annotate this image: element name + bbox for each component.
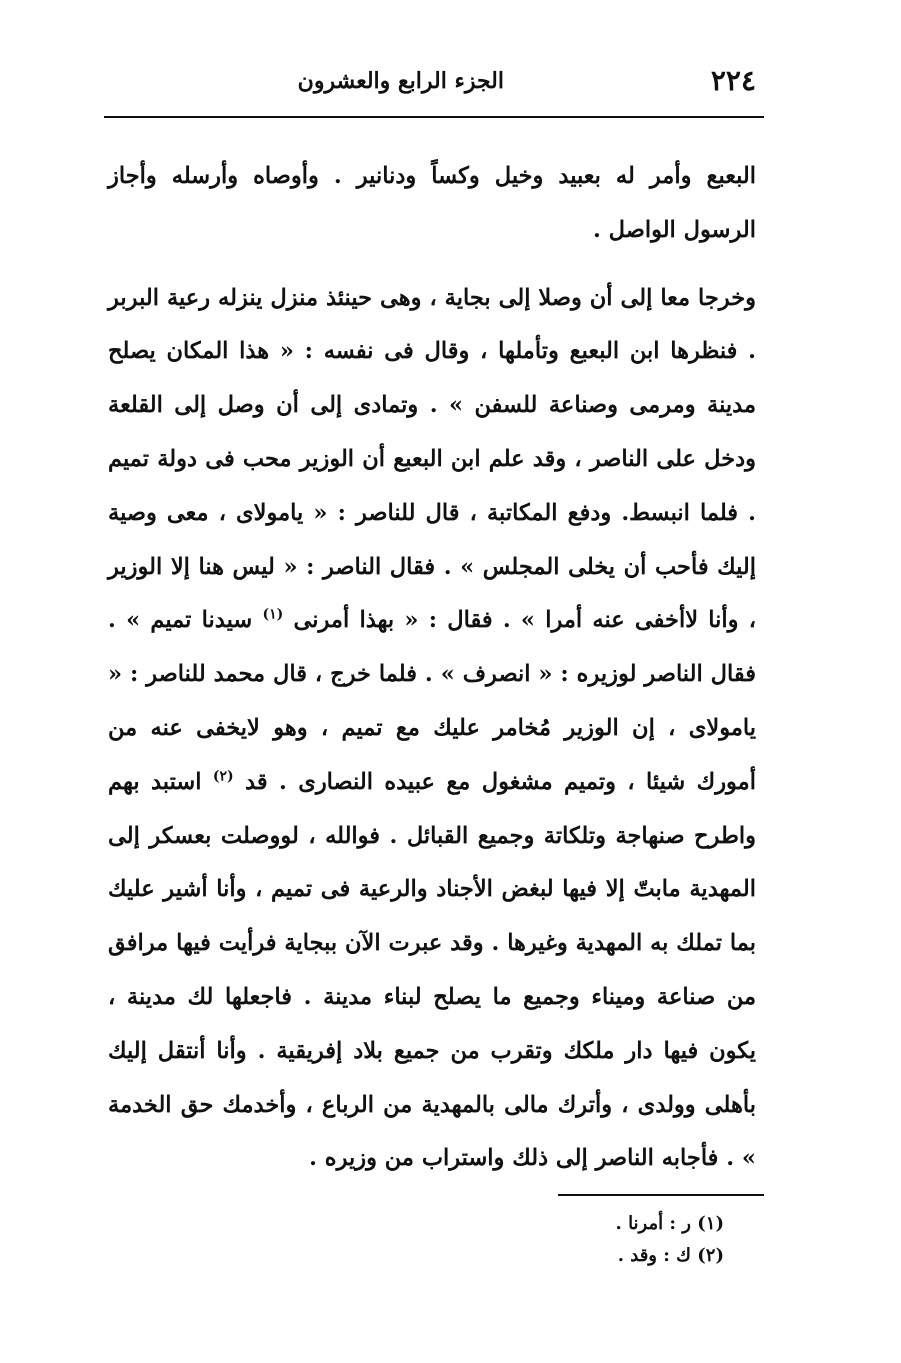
page-header (104, 60, 764, 110)
footnote-2: (٢) ك : وقد . (617, 1245, 724, 1266)
main-text (108, 150, 756, 1186)
paragraph-2-end: استبد بهم واطرح صنهاجة وتلكاتة وجميع القبائل . فوالله ، لووصلت بعسكر إلى المهدية مابتّ إلا فيها لبغض الأجناد والرعية فى تميم ، وأنا أشير عليك بما تملك به المهدية وغيرها . وقد عبرت الآن ببجاية فرأيت فيها مرافق من صناعة وميناء وجميع ما يصلح لبناء مدينة . فاجعلها لك مدينة ، يكون فيها دار ملكك وتقرب من جميع بلاد إفريقية . وأنا أنتقل إليك بأهلى وولدى ، وأترك مالى بالمهدية من الرباع ، وأخدمك حق الخدمة » . فأجابه الناصر إلى ذلك واستراب من وزيره . (108, 768, 756, 1172)
footnote-ref-2: (٢) (212, 768, 234, 785)
paragraph-gap (108, 258, 756, 272)
footnote-1: (١) ر : أمرنا . (615, 1213, 724, 1234)
footnote-rule (558, 1194, 764, 1196)
footnotes (500, 1208, 724, 1272)
paragraph-2-continued: سيدنا تميم » . فقال الناصر لوزيره : « انصرف » . فلما خرج ، قال محمد للناصر : « يامولاى ، إن الوزير مُخامر عليك مع تميم ، وهو لايخفى عنه من أمورك شيئا ، وتميم مشغول مع عبيده النصارى . قد (108, 607, 756, 795)
footnote-ref-1: (١) (262, 606, 284, 623)
page-number: ٢٢٤ (710, 64, 756, 97)
running-title: الجزء الرابع والعشرون (297, 68, 504, 94)
header-rule (104, 116, 764, 118)
paragraph-2 (108, 272, 756, 1187)
paragraph-2-text: وخرجا معا إلى أن وصلا إلى بجاية ، وهى حينئذ منزل ينزله رعية البربر . فنظرها ابن البعبع وتأملها ، وقال فى نفسه : « هذا المكان يصلح مدينة ومرمى وصناعة للسفن » . وتمادى إلى أن وصل إلى القلعة ودخل على الناصر ، وقد علم ابن البعبع أن الوزير محب فى دولة تميم . فلما انبسط. ودفع المكاتبة ، قال للناصر : « يامولاى ، معى وصية إليك فأحب أن يخلى المجلس » . فقال الناصر : « ليس هنا إلا الوزير ، وأنا لاأخفى عنه أمرا » . فقال : « بهذا أمرنى (108, 284, 757, 634)
paragraph-1: البعبع وأمر له بعبيد وخيل وكساً ودنانير . وأوصاه وأرسله وأجاز الرسول الواصل . (108, 163, 756, 243)
